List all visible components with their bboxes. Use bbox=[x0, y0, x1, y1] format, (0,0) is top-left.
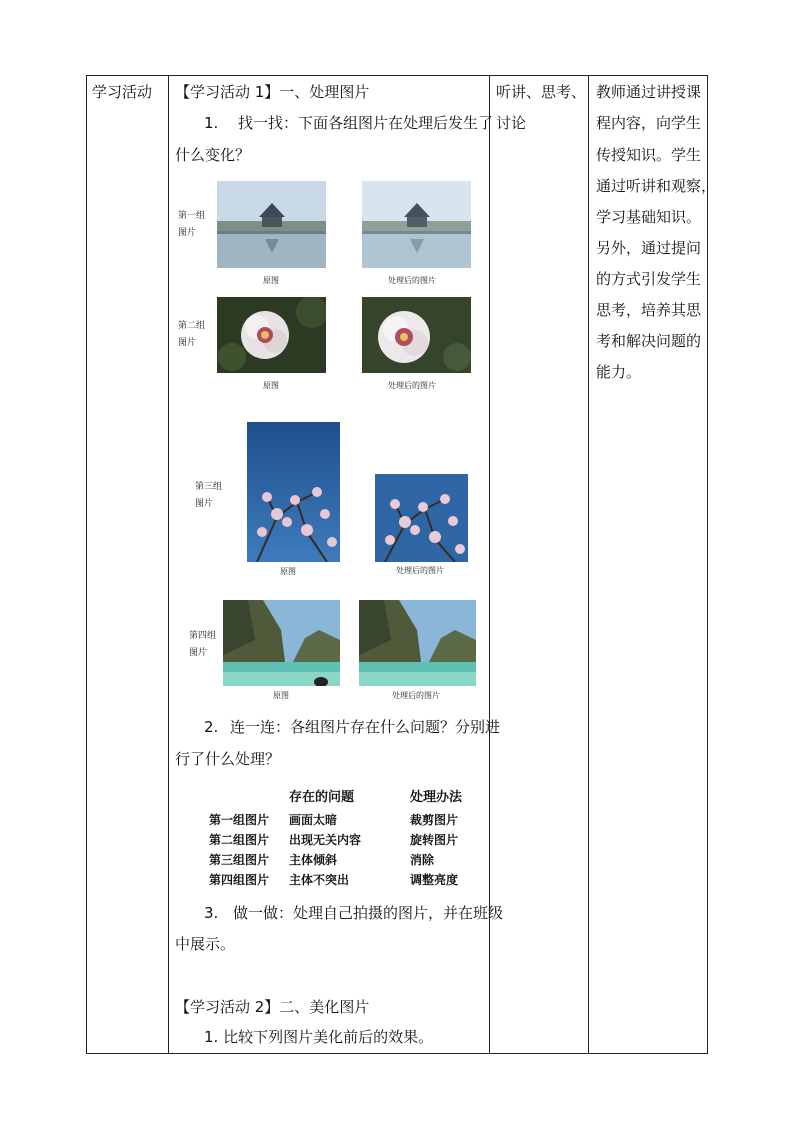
group1-label: 第一组 bbox=[178, 211, 206, 221]
q1-text: 找一找：下面各组图片在处理后发生了 bbox=[238, 114, 494, 132]
match-method: 旋转图片 bbox=[410, 833, 459, 847]
activity-label: 学习活动 bbox=[92, 83, 153, 101]
group4-processed-image bbox=[359, 600, 476, 686]
teacher-intent-line: 考和解决问题的 bbox=[596, 332, 702, 350]
group2-label-b: 图片 bbox=[178, 338, 197, 348]
match-header-problem: 存在的问题 bbox=[289, 790, 355, 805]
teacher-intent-line: 程内容，向学生 bbox=[596, 114, 702, 132]
group3-proc-caption: 处理后的图片 bbox=[396, 566, 444, 575]
match-problem: 主体不突出 bbox=[289, 873, 350, 887]
group4-orig-caption: 原图 bbox=[273, 691, 289, 700]
group1-orig-caption: 原图 bbox=[263, 276, 279, 285]
group4-proc-caption: 处理后的图片 bbox=[392, 691, 440, 700]
q3-number: 3. bbox=[204, 904, 219, 922]
teacher-intent-line: 思考，培养其思 bbox=[596, 301, 702, 319]
group2-orig-caption: 原图 bbox=[263, 381, 279, 390]
table-right-border bbox=[707, 75, 708, 1054]
q3-text: 做一做：处理自己拍摄的图片，并在班级 bbox=[233, 904, 504, 922]
table-top-border bbox=[86, 75, 708, 76]
teacher-intent-line: 另外，通过提问 bbox=[596, 239, 702, 257]
match-problem: 主体倾斜 bbox=[289, 853, 338, 867]
match-group: 第四组图片 bbox=[209, 873, 270, 887]
activity2-title: 【学习活动 2】二、美化图片 bbox=[175, 998, 370, 1016]
match-group: 第三组图片 bbox=[209, 853, 270, 867]
group1-proc-caption: 处理后的图片 bbox=[388, 276, 436, 285]
match-header-method: 处理办法 bbox=[410, 790, 463, 805]
match-group: 第一组图片 bbox=[209, 813, 270, 827]
match-problem: 画面太暗 bbox=[289, 813, 338, 827]
group3-orig-caption: 原图 bbox=[280, 567, 296, 576]
group4-label-b: 图片 bbox=[189, 648, 208, 658]
table-bottom-border bbox=[86, 1053, 708, 1054]
student-activity: 听讲、思考、 bbox=[496, 83, 587, 101]
q2-number: 2. bbox=[204, 718, 219, 736]
q2-text: 连一连：各组图片存在什么问题？分别进 bbox=[230, 718, 501, 736]
match-method: 裁剪图片 bbox=[410, 813, 459, 827]
student-activity-cont: 讨论 bbox=[496, 114, 527, 132]
q1-number: 1. bbox=[204, 114, 219, 132]
group3-label-b: 图片 bbox=[195, 499, 214, 509]
group3-label: 第三组 bbox=[195, 482, 223, 492]
activity2-q1: 1. 比较下列图片美化前后的效果。 bbox=[204, 1028, 434, 1046]
teacher-intent-line: 学习基础知识。 bbox=[596, 208, 702, 226]
group2-processed-image bbox=[362, 297, 471, 373]
group1-original-image bbox=[217, 181, 326, 268]
teacher-intent-line: 教师通过讲授课 bbox=[596, 83, 702, 101]
teacher-intent-line: 传授知识。学生 bbox=[596, 146, 702, 164]
teacher-intent-line: 通过听讲和观察， bbox=[596, 177, 717, 195]
q2-text-cont: 行了什么处理？ bbox=[175, 750, 281, 768]
match-method: 消除 bbox=[410, 853, 435, 867]
group1-processed-image bbox=[362, 181, 471, 268]
table-left-border bbox=[86, 75, 87, 1054]
column-divider bbox=[588, 75, 589, 1054]
group4-label: 第四组 bbox=[189, 631, 217, 641]
match-method: 调整亮度 bbox=[410, 873, 459, 887]
match-problem: 出现无关内容 bbox=[289, 833, 362, 847]
teacher-intent-line: 能力。 bbox=[596, 363, 642, 381]
q1-text-cont: 什么变化？ bbox=[175, 146, 251, 164]
group3-original-image bbox=[247, 422, 340, 562]
group2-proc-caption: 处理后的图片 bbox=[388, 381, 436, 390]
group4-original-image bbox=[223, 600, 340, 686]
group1-label-b: 图片 bbox=[178, 228, 197, 238]
group2-label: 第二组 bbox=[178, 321, 206, 331]
match-group: 第二组图片 bbox=[209, 833, 270, 847]
column-divider bbox=[168, 75, 169, 1054]
activity1-title: 【学习活动 1】一、处理图片 bbox=[175, 83, 370, 101]
group3-processed-image bbox=[375, 474, 468, 562]
group2-original-image bbox=[217, 297, 326, 373]
teacher-intent-line: 的方式引发学生 bbox=[596, 270, 702, 288]
q3-text-cont: 中展示。 bbox=[175, 935, 236, 953]
